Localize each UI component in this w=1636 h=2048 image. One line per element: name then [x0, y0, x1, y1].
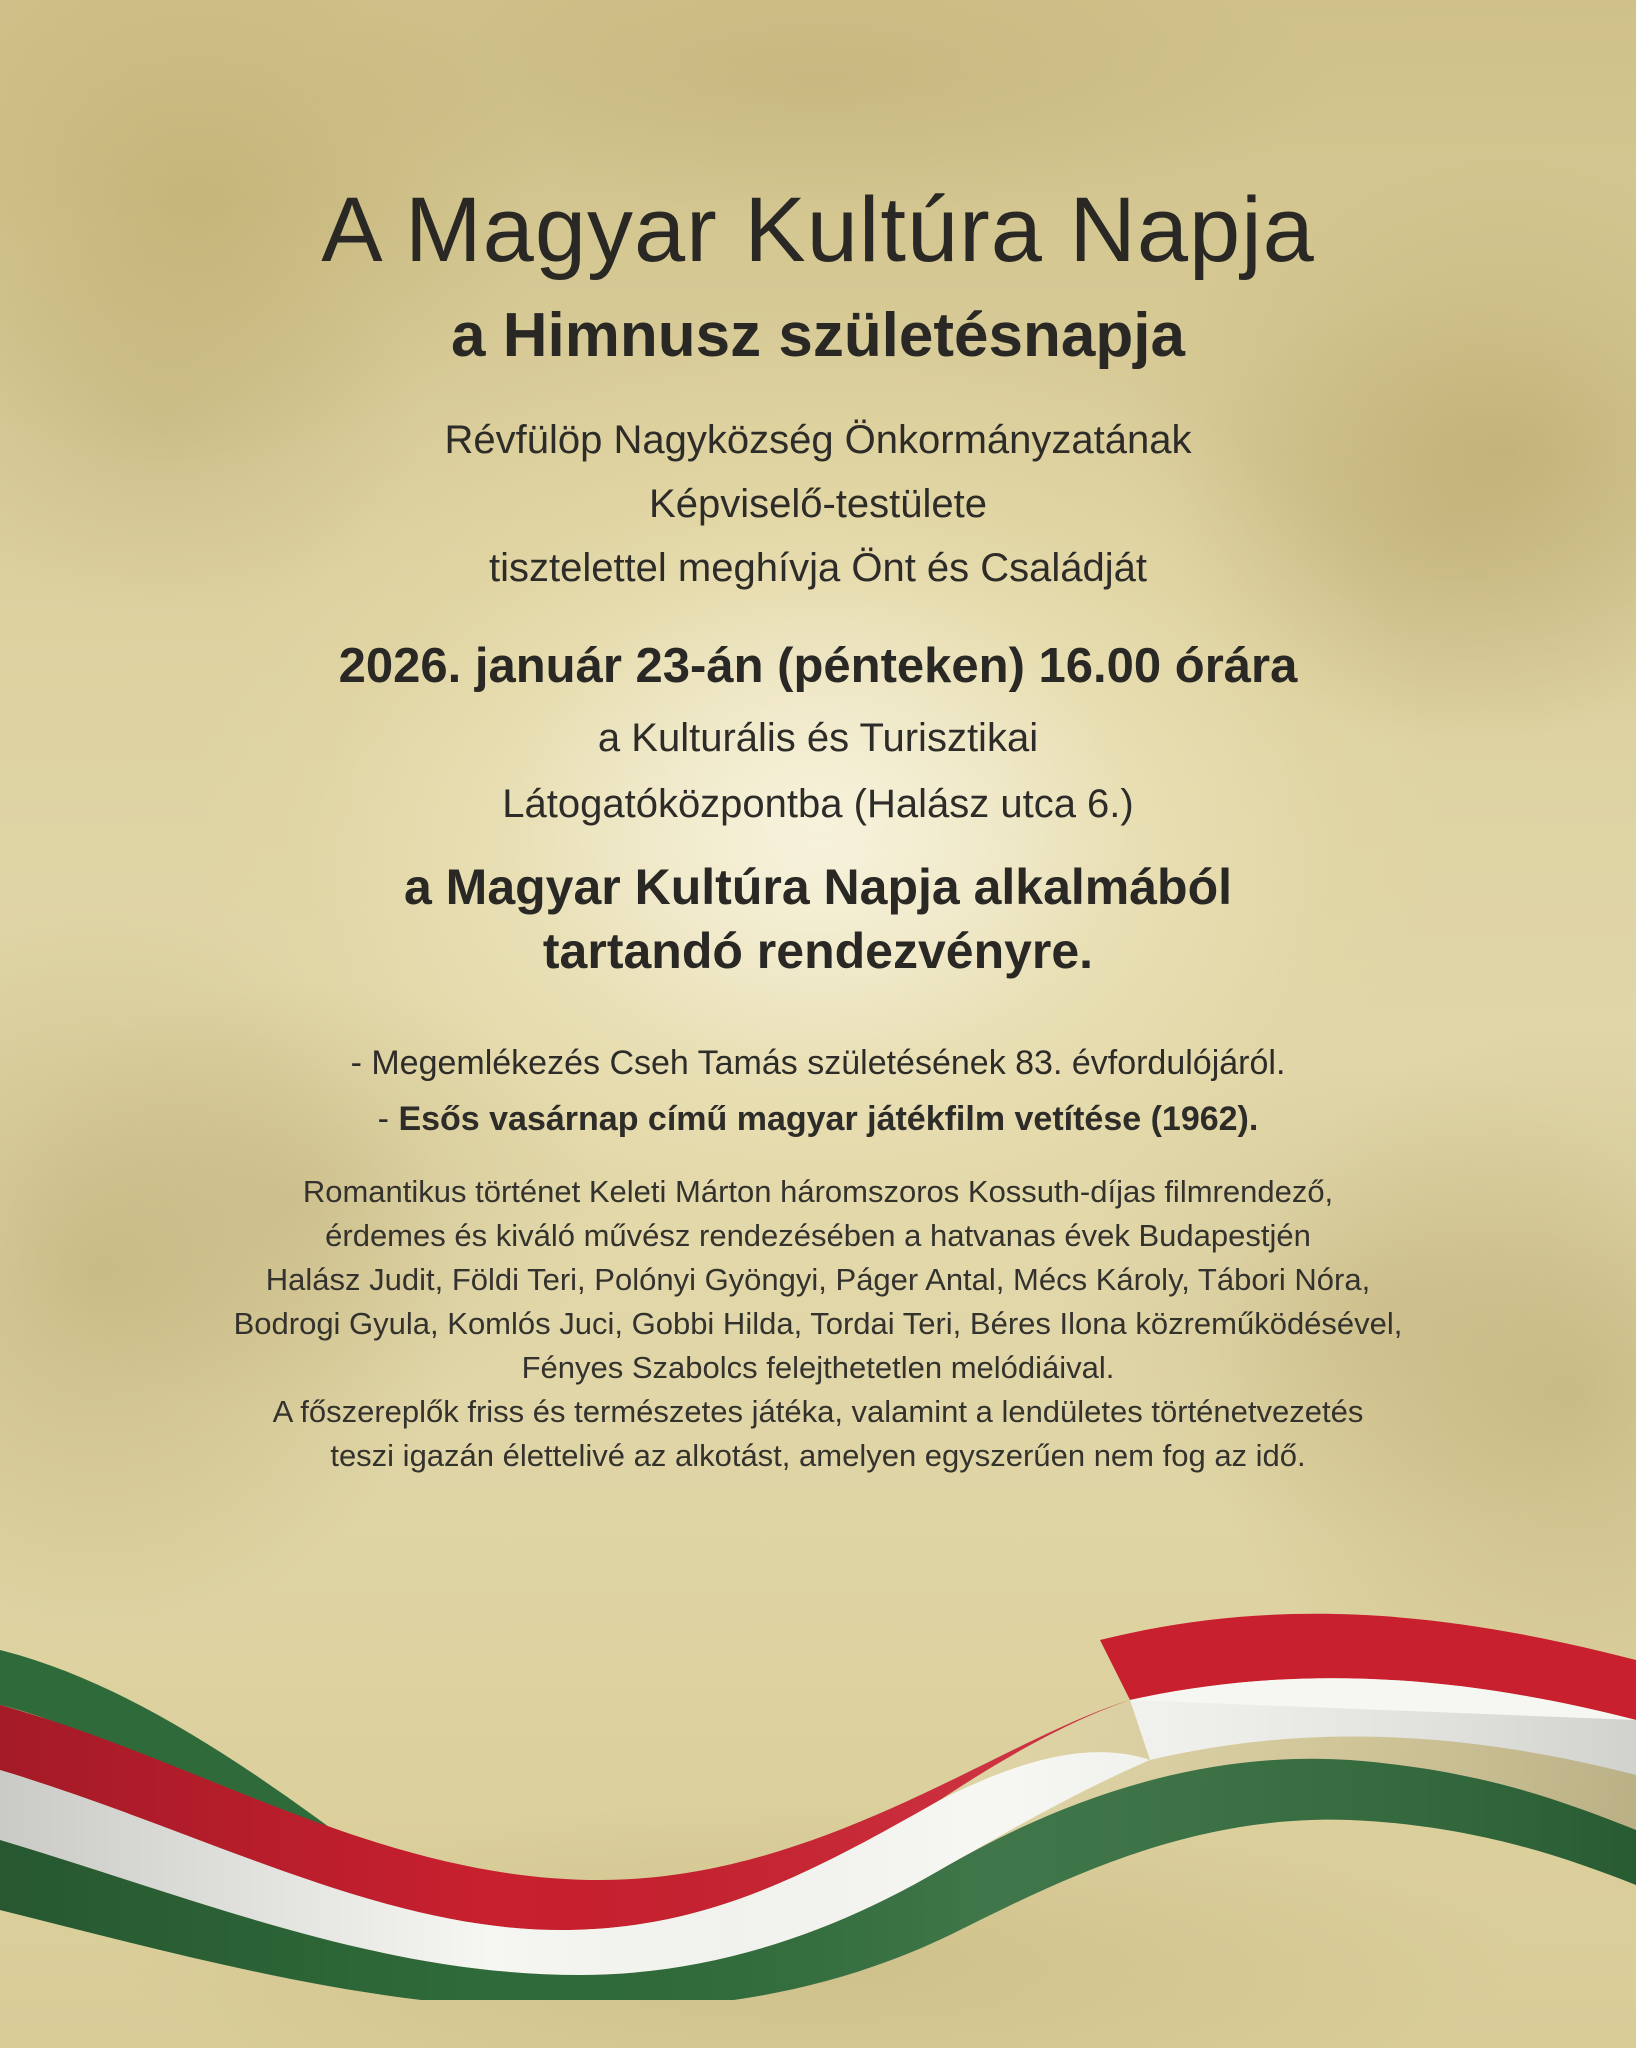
- description-line-3: Halász Judit, Földi Teri, Polónyi Gyöngyi, Páger Antal, Mécs Károly, Tábori Nóra,: [265, 1262, 1371, 1297]
- description-line-7: teszi igazán élettelivé az alkotást, amelyen egyszerűen nem fog az idő.: [330, 1438, 1306, 1473]
- description-line-2: érdemes és kiváló művész rendezésében a hatvanas évek Budapestjén: [325, 1218, 1311, 1253]
- description-line-1: Romantikus történet Keleti Márton háromszoros Kossuth-díjas filmrendező,: [302, 1174, 1334, 1209]
- venue-line-1: a Kulturális és Turisztikai: [597, 716, 1039, 760]
- occasion-line-2: tartandó rendezvényre.: [542, 923, 1094, 979]
- organizer-line-2: Képviselő-testülete: [649, 482, 987, 526]
- hungarian-flag-ribbon: [0, 1560, 1636, 2000]
- ribbon-shading: [0, 1700, 1636, 2000]
- description-line-6: A főszereplők friss és természetes játéka, valamint a lendületes történetvezetés: [272, 1394, 1364, 1429]
- organizer-line-3: tisztelettel meghívja Önt és Családját: [488, 546, 1148, 590]
- occasion-line-1: a Magyar Kultúra Napja alkalmából: [403, 859, 1233, 915]
- poster-subtitle: a Himnusz születésnapja: [451, 301, 1185, 370]
- venue-line-2: Látogatóközpontba (Halász utca 6.): [502, 782, 1134, 826]
- program-item-1: - Megemlékezés Cseh Tamás születésének 83. évfordulójáról.: [350, 1044, 1286, 1082]
- description-line-5: Fényes Szabolcs felejthetetlen melódiáival.: [521, 1350, 1115, 1385]
- program-item-2: [60, 1100, 1576, 1139]
- event-date: 2026. január 23-án (pénteken) 16.00 órára: [338, 639, 1298, 693]
- poster-title: A Magyar Kultúra Napja: [321, 179, 1315, 281]
- program-item-2-dash: -: [377, 1100, 399, 1138]
- organizer-line-1: Révfülöp Nagyközség Önkormányzatának: [444, 418, 1192, 462]
- description-line-4: Bodrogi Gyula, Komlós Juci, Gobbi Hilda, Tordai Teri, Béres Ilona közreműködésével,: [233, 1306, 1403, 1341]
- program-item-2-title: Esős vasárnap című magyar játékfilm vetítése (1962).: [398, 1100, 1259, 1138]
